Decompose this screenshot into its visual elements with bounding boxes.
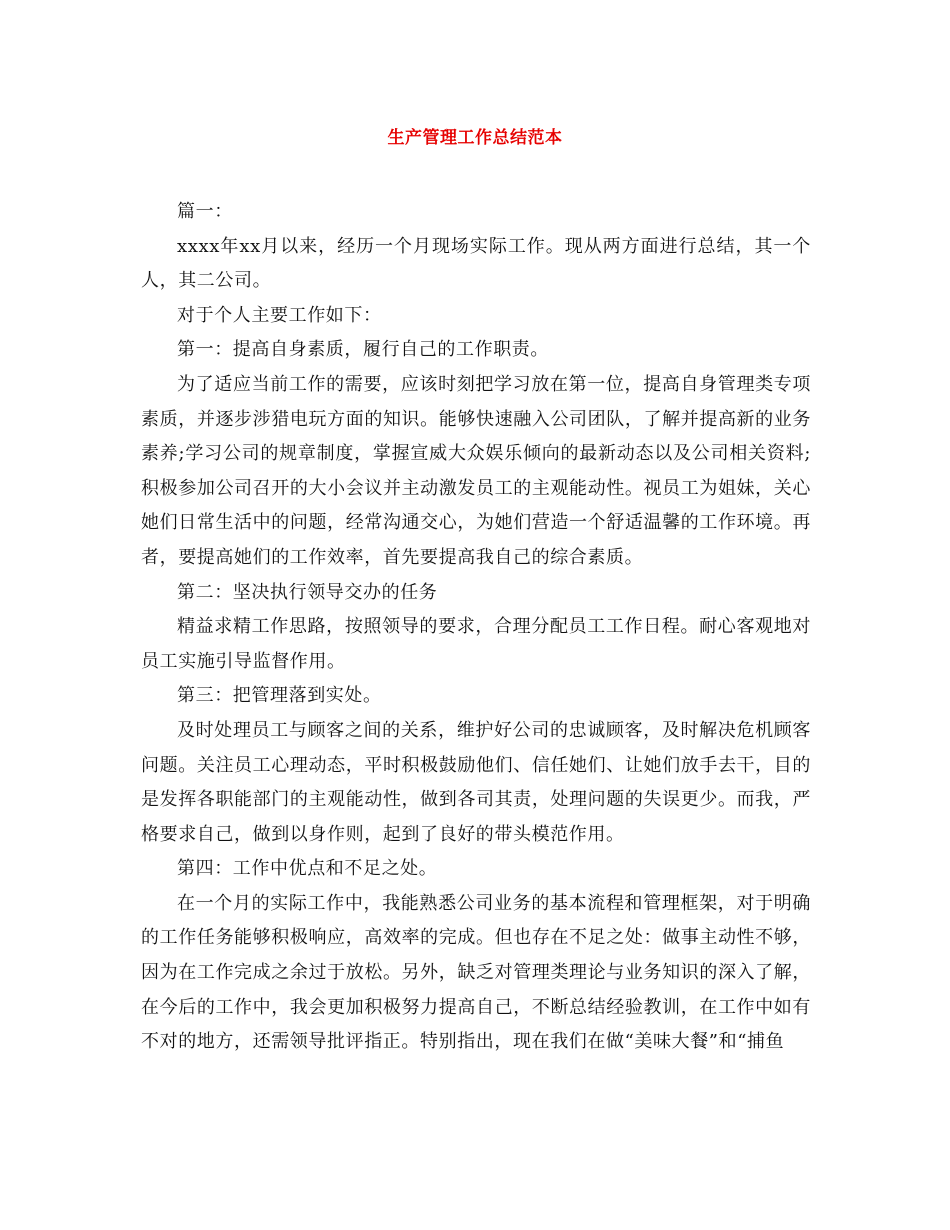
paragraph-point-one-body: 为了适应当前工作的需要，应该时刻把学习放在第一位，提高自身管理类专项素质，并逐步涉猎电玩方面的知识。能够快速融入公司团队，了解并提高新的业务素养;学习公司的规章制度，掌握宣威大众娱乐倾向的最新动态以及公司相关资料;积极参加公司召开的大小会议并主动激发员工的主观能动性。视员工为姐妹，关心她们日常生活中的问题，经常沟通交心，为她们营造一个舒适温馨的工作环境。再者，要提高她们的工作效率，首先要提高我自己的综合素质。 — [141, 373, 811, 568]
paragraph-point-three-body: 及时处理员工与顾客之间的关系，维护好公司的忠诚顾客，及时解决危机顾客问题。关注员工心理动态，平时积极鼓励他们、信任她们、让她们放手去干，目的是发挥各职能部门的主观能动性，做到各司其责，处理问题的失误更少。而我，严格要求自己，做到以身作则，起到了良好的带头模范作用。 — [141, 719, 811, 845]
paragraph-point-one-heading: 第一：提高自身素质，履行自己的工作职责。 — [177, 339, 549, 361]
paragraph-point-four-heading: 第四：工作中优点和不足之处。 — [177, 858, 438, 880]
paragraph-point-two-body: 精益求精工作思路，按照领导的要求，合理分配员工工作日程。耐心客观地对员工实施引导监督作用。 — [141, 616, 811, 672]
paragraph-section-heading: 篇一： — [177, 201, 233, 222]
paragraph-point-three-heading: 第三：把管理落到实处。 — [177, 685, 382, 707]
document-body — [141, 195, 811, 1060]
document-title: 生产管理工作总结范本 — [387, 128, 563, 148]
paragraph-personal-work-heading: 对于个人主要工作如下： — [177, 304, 382, 326]
paragraph-intro: xxxx年xx月以来，经历一个月现场实际工作。现从两方面进行总结，其一个人，其二公司。 — [141, 235, 811, 292]
paragraph-point-two-heading: 第二：坚决执行领导交办的任务 — [177, 581, 438, 603]
paragraph-point-four-body: 在一个月的实际工作中，我能熟悉公司业务的基本流程和管理框架，对于明确的工作任务能够积极响应，高效率的完成。但也存在不足之处：做事主动性不够，因为在工作完成之余过于放松。另外，缺乏对管理类理论与业务知识的深入了解，在今后的工作中，我会更加积极努力提高自己，不断总结经验教训，在工作中如有不对的地方，还需领导批评指正。特别指出，现在我们在做“美味大餐”和“捕鱼 — [141, 892, 811, 1053]
